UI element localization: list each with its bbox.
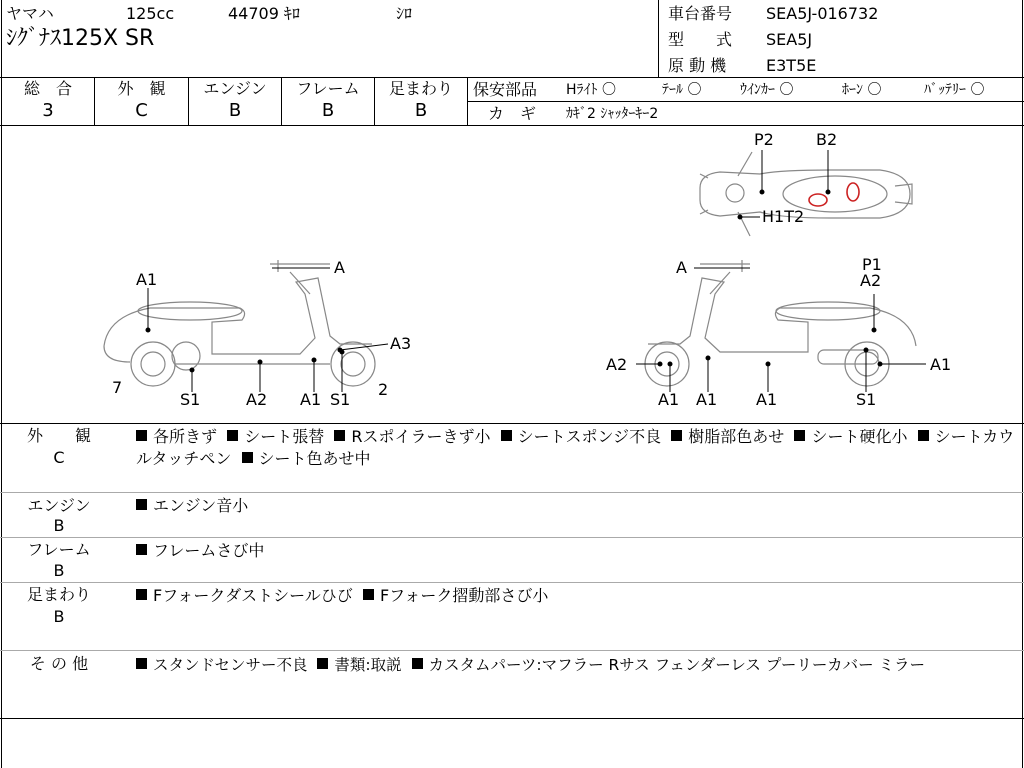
label-a1: A1 [756, 390, 778, 409]
header-divider [658, 0, 659, 77]
grade-label: 総 合 [23, 79, 72, 98]
safety-item: ﾎｰﾝ 〇 [842, 82, 882, 98]
safety-item: Hﾗｲﾄ 〇 [566, 82, 616, 98]
label-a3: A3 [390, 334, 412, 353]
type-label: 型 式 [668, 30, 733, 49]
safety-item: ﾊﾞｯﾃﾘｰ 〇 [924, 82, 985, 98]
note-category: 外 観 [26, 426, 91, 445]
model-name: ｼｸﾞﾅｽ125X SR [6, 26, 155, 51]
label-s1: S1 [180, 390, 201, 409]
note-items: 各所きず シート張替 Rスポイラーきず小 シートスポンジ不良 樹脂部色あせ シート硬化小 シートカウルタッチペン シート色あせ中 [136, 427, 1015, 468]
grade-top-line [0, 77, 1024, 78]
label-7: 7 [112, 378, 123, 397]
color: ｼﾛ [396, 4, 413, 23]
frame-no-label: 車台番号 [668, 4, 733, 23]
label-a2: A2 [606, 355, 628, 374]
grade-label: 足まわり [388, 79, 453, 98]
frame-no: SEA5J-016732 [766, 4, 879, 23]
damage-marks [809, 183, 859, 206]
notes-line-4 [0, 650, 1024, 651]
grade-label: エンジン [203, 79, 267, 98]
label-a2: A2 [246, 390, 268, 409]
note-grade: B [53, 516, 65, 535]
grade-value: B [414, 100, 428, 121]
key-value: ｶｷﾞ2 ｼｬｯﾀｰｷｰ2 [566, 106, 659, 122]
label-a: A [334, 258, 345, 277]
maker: ヤマハ [6, 4, 54, 23]
label-a1: A1 [658, 390, 680, 409]
note-category: エンジン [27, 496, 91, 515]
label-s1: S1 [856, 390, 877, 409]
label-p1: P1 [862, 255, 882, 274]
note-items: エンジン音小 [136, 495, 1016, 517]
note-items: スタンドセンサー不良 書類:取説 カスタムパーツ:マフラー Rサス フェンダーレス プーリーカバー ミラー [136, 654, 1021, 676]
label-a1: A1 [696, 390, 718, 409]
safety-item: ｳｲﾝｶｰ 〇 [740, 82, 794, 98]
safety-label: 保安部品 [473, 80, 538, 99]
label-2: 2 [378, 380, 389, 399]
note-category: 足まわり [26, 585, 91, 604]
grade-value: C [135, 100, 148, 121]
engine-value: E3T5E [766, 56, 817, 75]
safety-mid-line [468, 101, 1024, 102]
type-value: SEA5J [766, 30, 813, 49]
grade-label: 外 観 [117, 79, 166, 98]
label-a1: A1 [930, 355, 952, 374]
note-items: Fフォークダストシールひび Fフォーク摺動部さび小 [136, 585, 1016, 607]
safety-item: ﾃｰﾙ 〇 [662, 82, 702, 98]
label-a1: A1 [300, 390, 322, 409]
label-a1: A1 [136, 270, 158, 289]
notes-line-1 [0, 492, 1024, 493]
note-category: そ の 他 [29, 654, 89, 673]
note-items: フレームさび中 [136, 540, 1016, 562]
label-s1: S1 [330, 390, 351, 409]
label-a2: A2 [860, 271, 882, 290]
leader-lines [146, 150, 926, 392]
grade-label: フレーム [296, 79, 360, 98]
notes-top-line [0, 423, 1024, 424]
note-category: フレーム [27, 540, 91, 559]
label-h1t2: H1T2 [762, 207, 805, 226]
key-label: カ ギ [488, 104, 537, 123]
mileage: 44709 ｷﾛ [228, 4, 301, 23]
grade-value: B [228, 100, 242, 121]
displacement: 125cc [126, 4, 175, 23]
note-grade: C [53, 448, 65, 467]
grade-value: 3 [42, 100, 54, 121]
label-p2: P2 [754, 130, 774, 149]
note-grade: B [53, 561, 65, 580]
engine-label: 原 動 機 [668, 56, 727, 75]
grade-value: B [321, 100, 335, 121]
notes-line-3 [0, 582, 1024, 583]
notes-bottom-line [0, 718, 1024, 719]
label-b2: B2 [816, 130, 838, 149]
top-view-scooter [700, 152, 912, 236]
note-grade: B [53, 607, 65, 626]
label-a: A [676, 258, 687, 277]
grade-sep-5 [467, 77, 468, 125]
notes-line-2 [0, 537, 1024, 538]
